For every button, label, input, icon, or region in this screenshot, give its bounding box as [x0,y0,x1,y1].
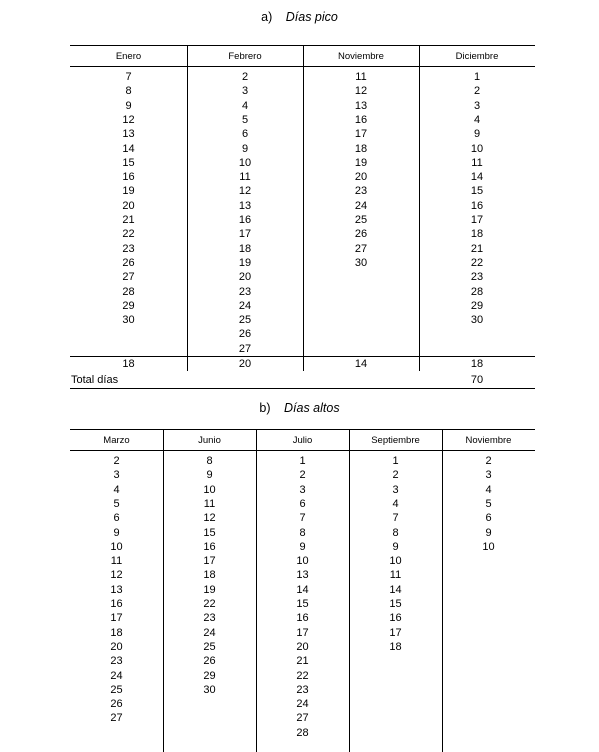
day-cell: 2 [473,85,481,98]
day-cell: 17 [203,555,216,568]
day-cell: 1 [299,455,306,467]
day-cell: 10 [238,156,252,169]
day-cell: 11 [110,555,123,568]
day-cell: 18 [354,142,368,155]
column-header: Febrero [228,51,262,62]
day-cell: 15 [470,185,484,198]
table-a-bottom-rule [70,388,535,389]
day-cell: 23 [296,683,309,696]
day-cell: 18 [389,640,402,653]
day-cell: 5 [485,497,492,510]
day-cell: 16 [354,113,368,126]
day-cell: 9 [485,526,492,539]
column-header: Noviembre [465,435,512,446]
day-cell: 8 [299,526,306,539]
day-cell: 17 [470,214,484,226]
table-a-title [0,10,599,24]
day-cell: 21 [122,214,135,226]
day-cell: 8 [206,455,213,467]
day-cell: 15 [296,598,309,610]
day-cell: 27 [122,271,135,284]
table-b-letter: b) [259,401,271,415]
day-cell: 14 [470,171,484,184]
day-cell: 13 [122,128,135,141]
day-cell: 30 [354,256,368,269]
day-cell: 12 [238,185,252,198]
day-cell: 2 [485,455,492,467]
day-cell: 3 [485,469,492,482]
day-cell: 20 [296,640,309,653]
day-cell: 16 [238,214,252,226]
day-cell: 10 [389,555,402,568]
day-cell: 18 [238,242,252,255]
day-cell: 1 [473,71,481,83]
day-cell: 19 [354,156,368,169]
day-cell: 29 [203,669,216,682]
day-cell: 25 [203,640,216,653]
day-cell: 12 [122,113,135,126]
day-cell: 3 [299,483,306,496]
day-cell: 15 [203,526,216,539]
day-cell: 2 [392,469,399,482]
column-count: 18 [470,358,484,370]
day-cell: 21 [296,655,309,668]
day-cell: 22 [470,256,484,269]
day-cell: 16 [470,199,484,212]
day-cell: 17 [296,626,309,639]
total-days-value: 70 [470,374,484,386]
day-cell: 12 [354,85,368,98]
day-cell: 17 [389,626,402,639]
table-a-letter: a) [261,10,273,24]
day-cell: 9 [206,469,213,482]
day-cell: 16 [110,598,123,610]
day-cell: 16 [296,612,309,625]
day-cell: 9 [299,540,306,553]
day-cell: 6 [113,512,120,525]
day-cell: 21 [470,242,484,255]
day-cell: 24 [238,299,252,312]
day-cell: 23 [354,185,368,198]
day-cell: 28 [296,726,309,739]
day-cell: 6 [299,497,306,510]
day-cell: 26 [354,228,368,241]
day-cell: 20 [238,271,252,284]
day-cell: 23 [470,271,484,284]
day-cell: 4 [113,483,120,496]
day-cell: 12 [203,512,216,525]
table-b-name: Días altos [284,401,340,415]
column-header: Septiembre [371,435,420,446]
day-cell: 11 [239,171,251,184]
day-cell: 18 [470,228,484,241]
day-cell: 10 [110,540,123,553]
day-cell: 9 [473,128,481,141]
day-cell: 26 [110,698,123,711]
day-cell: 30 [470,314,484,327]
day-cell: 17 [354,128,368,141]
day-cell: 25 [110,683,123,696]
day-cell: 4 [485,483,492,496]
table-b-top-rule [70,429,535,430]
day-cell: 10 [296,555,309,568]
day-cell: 24 [354,199,368,212]
day-cell: 7 [125,71,132,83]
day-cell: 3 [241,85,249,98]
day-cell: 2 [241,71,249,83]
day-cell: 24 [203,626,216,639]
day-cell: 28 [122,285,135,298]
day-cell: 15 [389,598,402,610]
day-cell: 5 [113,497,120,510]
day-cell: 9 [125,99,132,112]
day-cell: 23 [203,612,216,625]
day-cell: 14 [389,583,402,596]
day-cell: 26 [122,256,135,269]
total-days-label: Total días [71,374,119,386]
column-header: Junio [198,435,221,446]
day-cell: 27 [238,342,252,355]
day-cell: 22 [296,669,309,682]
day-cell: 5 [241,113,249,126]
day-cell: 27 [110,712,123,725]
column-header: Noviembre [338,51,384,62]
column-header: Enero [115,51,142,62]
day-cell: 13 [296,569,309,582]
table-b-title [0,401,599,415]
day-cell: 16 [122,171,135,184]
day-cell: 10 [482,540,495,553]
day-cell: 16 [203,540,216,553]
column-count: 18 [122,358,135,370]
day-cell: 26 [203,655,216,668]
day-cell: 29 [122,299,135,312]
day-cell: 20 [110,640,123,653]
day-cell: 20 [354,171,368,184]
day-cell: 27 [296,712,309,725]
day-cell: 14 [296,583,309,596]
day-cell: 11 [203,497,216,510]
table-a-name: Días pico [285,10,338,24]
day-cell: 9 [113,526,120,539]
day-cell: 18 [110,626,123,639]
column-count: 20 [238,358,252,370]
day-cell: 3 [392,483,399,496]
day-cell: 27 [354,242,368,255]
day-cell: 11 [389,569,402,582]
day-cell: 7 [392,512,399,525]
day-cell: 8 [392,526,399,539]
day-cell: 11 [355,71,367,83]
column-count: 14 [354,358,368,370]
column-header: Marzo [103,435,130,446]
day-cell: 12 [110,569,123,582]
day-cell: 23 [238,285,252,298]
day-cell: 3 [473,99,481,112]
day-cell: 24 [296,698,309,711]
day-cell: 24 [110,669,123,682]
day-cell: 25 [354,214,368,226]
day-cell: 30 [203,683,216,696]
day-cell: 13 [238,199,252,212]
day-cell: 14 [122,142,135,155]
day-cell: 16 [389,612,402,625]
day-cell: 11 [471,156,483,169]
day-cell: 22 [122,228,135,241]
day-cell: 29 [470,299,484,312]
day-cell: 15 [122,156,135,169]
day-cell: 10 [203,483,216,496]
day-cell: 13 [110,583,123,596]
day-cell: 3 [113,469,120,482]
day-cell: 8 [125,85,132,98]
column-header: Julio [292,435,313,446]
day-cell: 6 [241,128,249,141]
day-cell: 23 [122,242,135,255]
day-cell: 9 [392,540,399,553]
day-cell: 4 [241,99,249,112]
day-cell: 6 [485,512,492,525]
day-cell: 18 [203,569,216,582]
day-cell: 2 [299,469,306,482]
day-cell: 17 [110,612,123,625]
day-cell: 4 [473,113,481,126]
day-cell: 19 [122,185,135,198]
day-cell: 30 [122,314,135,327]
day-cell: 19 [238,256,252,269]
day-cell: 10 [470,142,484,155]
day-cell: 20 [122,199,135,212]
day-cell: 4 [392,497,399,510]
day-cell: 2 [113,455,120,467]
column-header: Diciembre [455,51,499,62]
day-cell: 19 [203,583,216,596]
day-cell: 26 [238,328,252,341]
day-cell: 1 [392,455,399,467]
day-cell: 7 [299,512,306,525]
day-cell: 23 [110,655,123,668]
day-cell: 17 [238,228,252,241]
day-cell: 9 [241,142,249,155]
day-cell: 25 [238,314,252,327]
table-b-header-rule [70,450,535,451]
day-cell: 13 [354,99,368,112]
day-cell: 28 [470,285,484,298]
day-cell: 22 [203,598,216,610]
